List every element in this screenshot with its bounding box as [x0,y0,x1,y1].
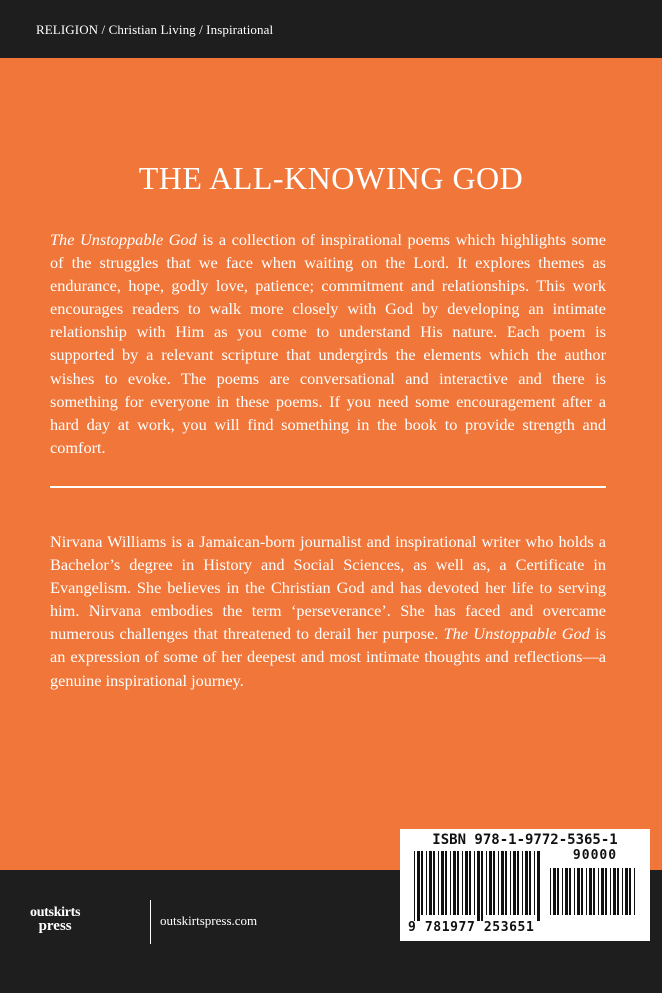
barcode-bar [477,851,480,921]
barcode-bar [505,851,507,915]
barcode-bar [577,868,580,915]
barcode-bar [501,851,504,915]
barcode-bar [510,851,511,915]
barcode-digits: 9 781977 253651 [408,920,535,935]
author-bio-text-end: is an expression of some of her deepest and most intimate thoughts and reflections—a genuine inspirational journey. [50,624,607,690]
barcode-bar [565,868,568,915]
barcode-bar [438,851,439,915]
barcode-bar [613,868,616,915]
category-label: RELIGION / Christian Living / Inspirational [36,22,274,37]
barcode-bar [525,851,528,915]
barcode-bar [534,851,535,915]
book-title: THE ALL-KNOWING GOD [138,160,524,196]
barcode-bar [550,868,551,915]
author-bio [50,530,606,692]
isbn-label: ISBN 978-1-9772-5365-1 [432,832,618,848]
barcode-bar [489,851,492,915]
barcode-bar [417,851,420,921]
barcode-bar [474,851,475,915]
barcode-bar [486,851,487,915]
barcode-bar [529,851,531,915]
isbn-barcode [400,829,650,941]
barcode-bar [433,851,435,915]
barcode-bar [498,851,499,915]
barcode-bar [457,851,459,915]
publisher-website: outskirtspress.com [160,913,258,928]
barcode-bar [481,851,483,921]
barcode-bar [513,851,516,915]
barcode-bar [493,851,495,915]
barcode-bar [610,868,611,915]
barcode-bar [445,851,447,915]
barcode-bar [574,868,575,915]
barcode-bar [598,868,599,915]
barcode-bar [586,868,587,915]
barcode-bar [429,851,432,915]
publisher-logo [30,906,80,933]
publisher-logo-line1: outskirts [30,905,81,920]
barcode-bar [562,868,563,915]
barcode-bar [517,851,519,915]
logo-divider [150,900,151,944]
book-description-text: is a collection of inspirational poems which highlights some of the struggles that we face when waiting on the Lord. It explores themes as endurance, hope, godly love, patience; commitment and relationships. This work encourages readers to walk more closely with God by developing an intimate relationship with Him as you come to understand His nature. Each poem is supported by a relevant scripture that undergirds the elements which the author wishes to evoke. The poems are conversational and interactive and there is something for everyone in these poems. If you need some encouragement after a hard day at work, you will find something in the book to provide strength and comfort. [50,230,607,457]
addon-barcode-bars [550,868,640,921]
barcode-bar [450,851,451,915]
price-code: 90000 [572,848,618,863]
barcode-bar [622,868,623,915]
section-divider [50,486,606,488]
barcode-bar [601,868,604,915]
publisher-logo-line2: press [38,918,72,934]
barcode-bar [441,851,444,915]
barcode-bar [522,851,523,915]
barcode-bar [593,868,595,915]
barcode-bar [629,868,631,915]
barcode-bar [589,868,592,915]
barcode-bar [414,851,415,921]
book-description [50,228,606,459]
barcode-bar [625,868,628,915]
barcode-bar [569,868,571,915]
barcode-bar [553,868,556,915]
barcode-bar [537,851,540,921]
author-bio-text-start: Nirvana Williams is a Jamaican-born journalist and inspirational writer who holds a Bachelor’s degree in History and Social Sciences, as well as, a Certificate in Evangelism. She believes in the Christian God and has devoted her life to serving him. Nirvana embodies the term ‘perseverance’. She has faced and overcame numerous challenges that threatened to derail her purpose. [50,532,606,644]
barcode-bar [469,851,471,915]
barcode-bar [421,851,423,915]
barcode-bars [414,851,544,921]
barcode-bar [465,851,468,915]
barcode-bar [634,868,635,915]
barcode-bar [557,868,559,915]
barcode-bar [581,868,583,915]
author-bio-book-title: The Unstoppable God [443,624,590,644]
barcode-bar [617,868,619,915]
barcode-bar [462,851,463,915]
barcode-bar [605,868,607,915]
book-title-italic: The Unstoppable God [50,230,197,249]
barcode-bar [453,851,456,915]
barcode-bar [426,851,427,915]
